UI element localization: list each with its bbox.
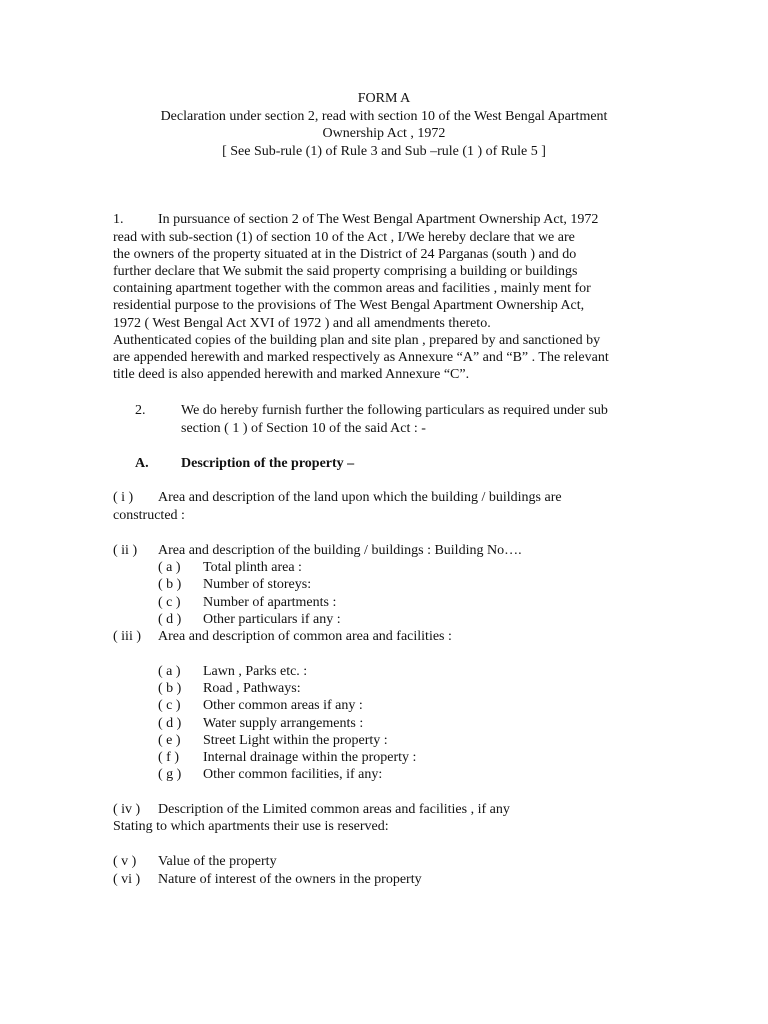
item-iii-sub-a-text: Lawn , Parks etc. : bbox=[203, 664, 308, 679]
item-i-line-1: Area and description of the land upon which the building / buildings are bbox=[158, 490, 562, 505]
item-iii-text: Area and description of common area and facilities : bbox=[158, 629, 452, 644]
item-vi-number: ( vi ) bbox=[113, 872, 141, 887]
item-ii-number: ( ii ) bbox=[113, 543, 138, 558]
para1-line-9: are appended herewith and marked respectively as Annexure “A” and “B” . The relevant bbox=[113, 350, 609, 365]
item-ii-sub-a-text: Total plinth area : bbox=[203, 560, 302, 575]
form-rule-reference: [ See Sub-rule (1) of Rule 3 and Sub –rule (1 ) of Rule 5 ] bbox=[222, 144, 546, 159]
item-v-text: Value of the property bbox=[158, 854, 277, 869]
item-iii-sub-g-number: ( g ) bbox=[158, 767, 182, 782]
para1-line-5: containing apartment together with the common areas and facilities , mainly ment for bbox=[113, 281, 591, 296]
item-ii-sub-c-text: Number of apartments : bbox=[203, 595, 337, 610]
item-iii-sub-g-text: Other common facilities, if any: bbox=[203, 767, 383, 782]
item-iii-number: ( iii ) bbox=[113, 629, 141, 644]
item-iii-sub-d-text: Water supply arrangements : bbox=[203, 716, 364, 731]
item-ii-sub-d-number: ( d ) bbox=[158, 612, 182, 627]
para1-line-3: the owners of the property situated at in the District of 24 Parganas (south ) and do bbox=[113, 247, 577, 262]
para1-line-7: 1972 ( West Bengal Act XVI of 1972 ) and all amendments thereto. bbox=[113, 316, 491, 331]
item-v-number: ( v ) bbox=[113, 854, 137, 869]
section-a-label: A. bbox=[135, 456, 149, 471]
item-iii-sub-f-number: ( f ) bbox=[158, 750, 179, 765]
form-subtitle-line-2: Ownership Act , 1972 bbox=[322, 126, 446, 141]
item-i-number: ( i ) bbox=[113, 490, 134, 505]
para1-line-4: further declare that We submit the said property comprising a building or buildings bbox=[113, 264, 578, 279]
item-ii-sub-d-text: Other particulars if any : bbox=[203, 612, 341, 627]
item-iii-sub-e-text: Street Light within the property : bbox=[203, 733, 388, 748]
item-ii-sub-b-number: ( b ) bbox=[158, 577, 182, 592]
item-iv-line-1: Description of the Limited common areas and facilities , if any bbox=[158, 802, 510, 817]
item-iv-number: ( iv ) bbox=[113, 802, 141, 817]
item-vi-text: Nature of interest of the owners in the property bbox=[158, 872, 422, 887]
form-title: FORM A bbox=[357, 91, 411, 106]
item-iii-sub-e-number: ( e ) bbox=[158, 733, 181, 748]
para1-line-10: title deed is also appended herewith and marked Annexure “C”. bbox=[113, 367, 470, 382]
item-ii-sub-b-text: Number of storeys: bbox=[203, 577, 312, 592]
para1-line-8: Authenticated copies of the building plan and site plan , prepared by and sanctioned by bbox=[113, 333, 601, 348]
item-iii-sub-b-text: Road , Pathways: bbox=[203, 681, 301, 696]
form-subtitle-line-1: Declaration under section 2, read with section 10 of the West Bengal Apartment bbox=[160, 109, 608, 124]
para1-number: 1. bbox=[113, 212, 124, 227]
item-iii-sub-a-number: ( a ) bbox=[158, 664, 181, 679]
item-ii-sub-a-number: ( a ) bbox=[158, 560, 181, 575]
para1-line-6: residential purpose to the provisions of The West Bengal Apartment Ownership Act, bbox=[113, 298, 585, 313]
item-iii-sub-d-number: ( d ) bbox=[158, 716, 182, 731]
item-iii-sub-c-number: ( c ) bbox=[158, 698, 181, 713]
item-iv-line-2: Stating to which apartments their use is reserved: bbox=[113, 819, 389, 834]
para2-number: 2. bbox=[135, 403, 146, 418]
para1-line-2: read with sub-section (1) of section 10 of the Act , I/We hereby declare that we are bbox=[113, 230, 575, 245]
item-iii-sub-c-text: Other common areas if any : bbox=[203, 698, 363, 713]
para1-line-1: In pursuance of section 2 of The West Bengal Apartment Ownership Act, 1972 bbox=[158, 212, 599, 227]
section-a-heading: Description of the property – bbox=[181, 456, 355, 471]
item-ii-text: Area and description of the building / buildings : Building No…. bbox=[158, 543, 522, 558]
item-iii-sub-f-text: Internal drainage within the property : bbox=[203, 750, 417, 765]
para2-line-2: section ( 1 ) of Section 10 of the said Act : - bbox=[181, 421, 426, 436]
item-i-line-2: constructed : bbox=[113, 508, 185, 523]
item-ii-sub-c-number: ( c ) bbox=[158, 595, 181, 610]
item-iii-sub-b-number: ( b ) bbox=[158, 681, 182, 696]
para2-line-1: We do hereby furnish further the following particulars as required under sub bbox=[181, 403, 608, 418]
